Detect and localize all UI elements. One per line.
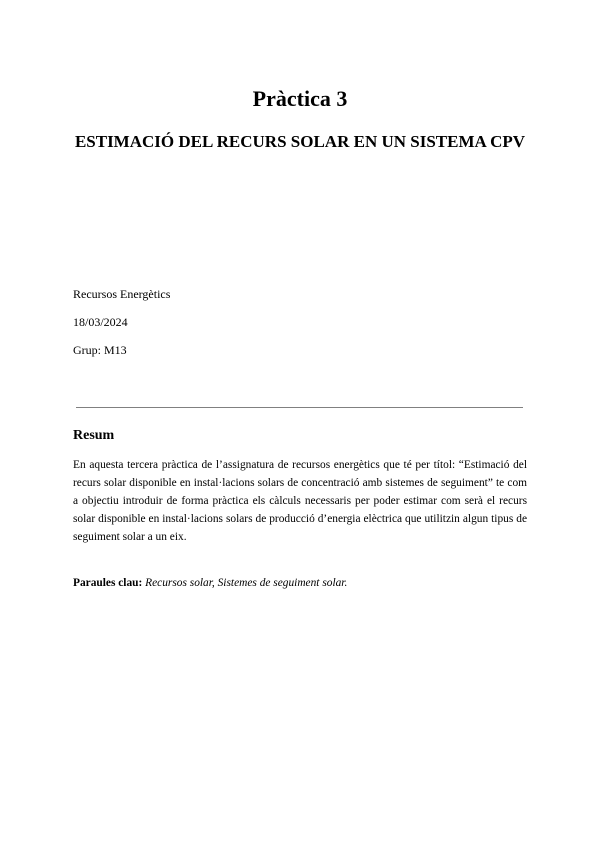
page-subtitle: ESTIMACIÓ DEL RECURS SOLAR EN UN SISTEMA CPV [74,132,526,151]
abstract-text: En aquesta tercera pràctica de l’assignatura de recursos energètics que té per títol: “Estimació del recurs solar disponible en instal·lacions solars de concentració amb sistemes de seguiment” te com a objectiu introduir de forma pràctica els càlculs necessaris per poder estimar com serà el recurs solar disponible en instal·lacions solars de producció d’energia elèctrica que utilitzin algun tipus de seguiment solar a un eix. [73,459,527,543]
subject-name: Recursos Energètics [73,287,171,301]
group-label: Grup: M13 [73,343,127,357]
abstract-heading: Resum [73,428,115,443]
document-date: 18/03/2024 [73,315,128,329]
page-title: Pràctica 3 [252,86,348,111]
keywords-value: Recursos solar, Sistemes de seguiment solar. [145,577,348,589]
keywords-label: Paraules clau: [73,577,143,589]
section-divider [76,407,523,408]
keywords-line [73,576,347,590]
